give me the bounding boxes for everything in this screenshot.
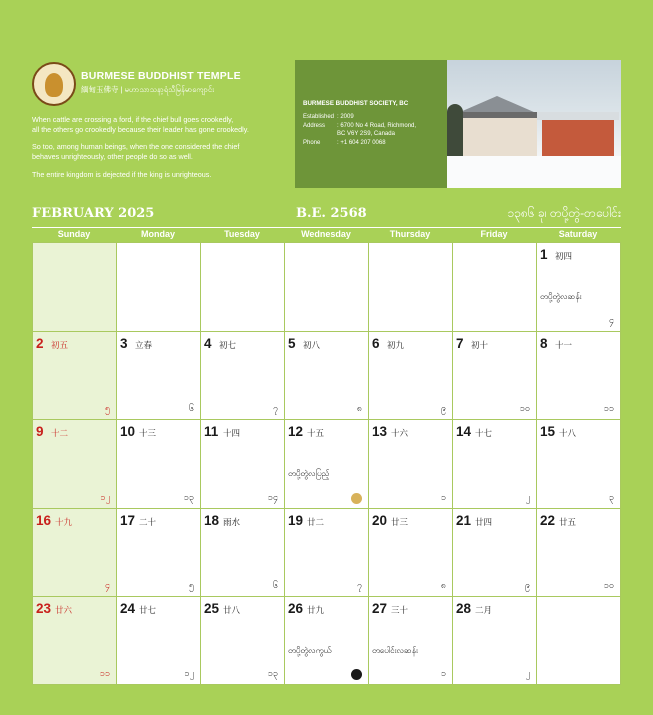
day-number: 23 [36, 601, 52, 617]
day-cell[interactable] [201, 509, 284, 597]
day-cell[interactable] [453, 332, 536, 420]
myanmar-lunar-day: ၅ [104, 403, 110, 414]
myanmar-lunar-day: ၁ [440, 667, 446, 678]
chinese-lunar-date: 雨水 [223, 516, 241, 527]
myanmar-lunar-day: ၁၂ [100, 491, 110, 502]
day-cell[interactable] [537, 332, 620, 420]
myanmar-lunar-day: ၂ [525, 491, 530, 502]
photo-hall-roof [537, 112, 619, 120]
day-number: 20 [372, 512, 388, 528]
new-moon-icon [351, 669, 362, 680]
day-number: 11 [204, 424, 219, 440]
chinese-lunar-date: 初七 [219, 339, 237, 350]
day-number: 19 [288, 512, 304, 528]
day-cell[interactable] [537, 420, 620, 508]
chinese-lunar-date: 廿九 [307, 605, 325, 616]
day-cell[interactable] [201, 332, 284, 420]
info-value: : +1 604 207 0068 [337, 139, 386, 146]
chinese-lunar-date: 廿五 [559, 516, 577, 527]
day-header-wednesday: Wednesday [301, 229, 351, 239]
day-number: 25 [204, 601, 220, 617]
chinese-lunar-date: 廿八 [223, 605, 241, 616]
chinese-lunar-date: 十一 [555, 339, 573, 350]
chinese-lunar-date: 初八 [303, 339, 321, 350]
chinese-lunar-date: 十二 [51, 428, 69, 439]
day-cell[interactable] [117, 420, 200, 508]
info-row [303, 122, 447, 131]
myanmar-lunar-day: ၈ [356, 403, 362, 414]
header-rule [32, 227, 621, 228]
day-number: 10 [120, 424, 136, 440]
info-value: BC V6Y 2S9, Canada [337, 131, 395, 137]
temple-photo [447, 60, 621, 188]
day-cell[interactable] [201, 597, 284, 684]
chinese-lunar-date: 初五 [51, 339, 69, 350]
chinese-lunar-date: 三十 [391, 605, 409, 616]
chinese-lunar-date: 十七 [475, 428, 493, 439]
myanmar-lunar-day: ၉ [524, 580, 530, 591]
info-value: : 2009 [337, 114, 354, 120]
buddhist-era-title: B.E. 2568 [296, 206, 367, 221]
chinese-lunar-date: 十三 [139, 428, 157, 439]
empty-day-cell [285, 243, 368, 331]
day-number: 21 [456, 512, 472, 528]
chinese-lunar-date: 二十 [139, 516, 157, 527]
day-cell[interactable] [453, 420, 536, 508]
chinese-lunar-date: 十六 [391, 428, 409, 439]
empty-day-cell [369, 243, 452, 331]
day-number: 18 [204, 512, 220, 528]
chinese-lunar-date: 廿四 [475, 516, 493, 527]
quote-line: all the others go crookedly because their leader has gone crookedly. [32, 125, 249, 134]
day-cell[interactable] [33, 509, 116, 597]
myanmar-lunar-day: ၅ [188, 580, 194, 591]
day-cell[interactable] [453, 509, 536, 597]
full-moon-icon [351, 493, 362, 504]
day-header-sunday: Sunday [57, 229, 91, 239]
photo-house [457, 112, 537, 158]
info-label: Established [303, 114, 335, 120]
day-cell[interactable] [117, 332, 200, 420]
day-number: 6 [372, 335, 380, 351]
day-cell[interactable] [369, 509, 452, 597]
myanmar-month-title: ၁၃၈၆ ခု၊ တပို့တွဲ-တပေါင်း [507, 206, 621, 220]
day-cell[interactable] [33, 420, 116, 508]
day-number: 1 [540, 247, 548, 262]
chinese-lunar-date: 十九 [55, 516, 73, 527]
temple-logo [32, 62, 76, 106]
info-row [303, 139, 447, 148]
day-number: 4 [204, 335, 212, 351]
day-header-friday: Friday [480, 229, 508, 239]
day-number: 26 [288, 601, 304, 617]
quote-line: behaves unrighteously, other people do so as well. [32, 152, 193, 161]
day-number: 9 [36, 424, 44, 440]
myanmar-lunar-day: ၁၃ [183, 491, 194, 502]
day-event-label: တပေါင်းလဆန်း [372, 646, 418, 656]
day-number: 12 [288, 424, 304, 440]
chinese-lunar-date: 立春 [135, 339, 153, 350]
myanmar-lunar-day: ၈ [440, 580, 446, 591]
day-header-tuesday: Tuesday [224, 229, 260, 239]
empty-day-cell [453, 243, 536, 331]
chinese-lunar-date: 十四 [223, 428, 241, 439]
myanmar-lunar-day: ၉ [440, 403, 446, 414]
temple-name: BURMESE BUDDHIST TEMPLE [81, 70, 241, 82]
chinese-lunar-date: 廿三 [391, 516, 409, 527]
photo-snow [447, 156, 621, 188]
myanmar-lunar-day: ၆ [188, 403, 194, 414]
quote-line: When cattle are crossing a ford, if the chief bull goes crookedly, [32, 115, 234, 124]
day-cell[interactable] [285, 597, 368, 684]
myanmar-lunar-day: ၇ [356, 580, 362, 591]
myanmar-lunar-day: ၁၂ [184, 667, 194, 678]
day-cell[interactable] [201, 420, 284, 508]
day-number: 14 [456, 424, 472, 440]
chinese-lunar-date: 二月 [475, 605, 493, 616]
myanmar-lunar-day: ၁၁ [603, 403, 614, 414]
day-cell[interactable] [369, 332, 452, 420]
day-number: 5 [288, 335, 296, 351]
buddha-icon [45, 73, 63, 97]
myanmar-lunar-day: ၁၄ [267, 491, 278, 502]
chinese-lunar-date: 初十 [471, 339, 489, 350]
day-number: 24 [120, 601, 136, 617]
day-cell[interactable] [537, 243, 620, 331]
chinese-lunar-date: 廿二 [307, 516, 325, 527]
temple-subtitle: 緬甸玉佛寺 | မဟာသာသနာ့ရံသီမြန်မာကျောင်း [81, 85, 214, 94]
day-number: 17 [120, 512, 136, 528]
empty-day-cell [537, 597, 620, 684]
society-title: BURMESE BUDDHIST SOCIETY, BC [303, 100, 409, 107]
day-number: 15 [540, 424, 556, 440]
day-number: 22 [540, 512, 556, 528]
day-cell[interactable] [117, 509, 200, 597]
day-header-saturday: Saturday [558, 229, 598, 239]
myanmar-lunar-day: ၁၃ [267, 667, 278, 678]
chinese-lunar-date: 十五 [307, 428, 325, 439]
quote-line: The entire kingdom is dejected if the king is unrighteous. [32, 170, 212, 179]
day-event-label: တပို့တွဲလဆန်း [540, 292, 582, 301]
day-number: 16 [36, 512, 52, 528]
empty-day-cell [201, 243, 284, 331]
chinese-lunar-date: 十八 [559, 428, 577, 439]
month-title: FEBRUARY 2025 [32, 206, 155, 221]
myanmar-lunar-day: ၄ [104, 580, 110, 591]
day-header-thursday: Thursday [389, 229, 431, 239]
day-cell[interactable] [453, 597, 536, 684]
day-event-label: တပို့တွဲလကွယ် [288, 646, 332, 656]
info-label [303, 130, 337, 139]
calendar-grid [32, 242, 621, 685]
chinese-lunar-date: 廿七 [139, 605, 157, 616]
day-number: 3 [120, 335, 128, 351]
info-label: Phone [303, 139, 321, 146]
myanmar-lunar-day: ၇ [272, 403, 278, 414]
myanmar-lunar-day: ၃ [608, 491, 614, 502]
day-cell[interactable] [369, 597, 452, 684]
chinese-lunar-date: 廿六 [55, 605, 73, 616]
chinese-lunar-date: 初四 [555, 251, 573, 261]
day-event-label: တပို့တွဲလပြည့် [288, 469, 330, 479]
day-number: 27 [372, 601, 388, 617]
day-cell[interactable] [285, 332, 368, 420]
society-info-box [295, 60, 447, 188]
myanmar-lunar-day: ၁၀ [519, 403, 530, 414]
day-cell[interactable] [33, 597, 116, 684]
info-row [303, 130, 447, 139]
myanmar-lunar-day: ၁၁ [99, 667, 110, 678]
day-number: 13 [372, 424, 388, 440]
day-cell[interactable] [285, 420, 368, 508]
quote-line: So too, among human beings, when the one considered the chief [32, 142, 240, 151]
myanmar-lunar-day: ၁၀ [603, 580, 614, 591]
myanmar-lunar-day: ၂ [525, 667, 530, 678]
day-number: 8 [540, 335, 548, 351]
day-number: 28 [456, 601, 472, 617]
day-cell[interactable] [537, 509, 620, 597]
day-cell[interactable] [117, 597, 200, 684]
photo-tree [447, 104, 463, 160]
info-row [303, 113, 447, 122]
info-value: : 6700 No 4 Road, Richmond, [337, 122, 417, 129]
myanmar-lunar-day: ၁ [440, 491, 446, 502]
day-cell[interactable] [33, 332, 116, 420]
chinese-lunar-date: 初九 [387, 339, 405, 350]
empty-day-cell [33, 243, 116, 331]
day-number: 2 [36, 335, 44, 351]
myanmar-lunar-day: ၄ [608, 314, 614, 325]
myanmar-lunar-day: ၆ [272, 580, 278, 591]
info-label: Address [303, 122, 326, 129]
photo-hall [542, 120, 614, 156]
day-cell[interactable] [285, 509, 368, 597]
empty-day-cell [117, 243, 200, 331]
day-number: 7 [456, 335, 464, 351]
day-cell[interactable] [369, 420, 452, 508]
day-header-monday: Monday [140, 229, 175, 239]
